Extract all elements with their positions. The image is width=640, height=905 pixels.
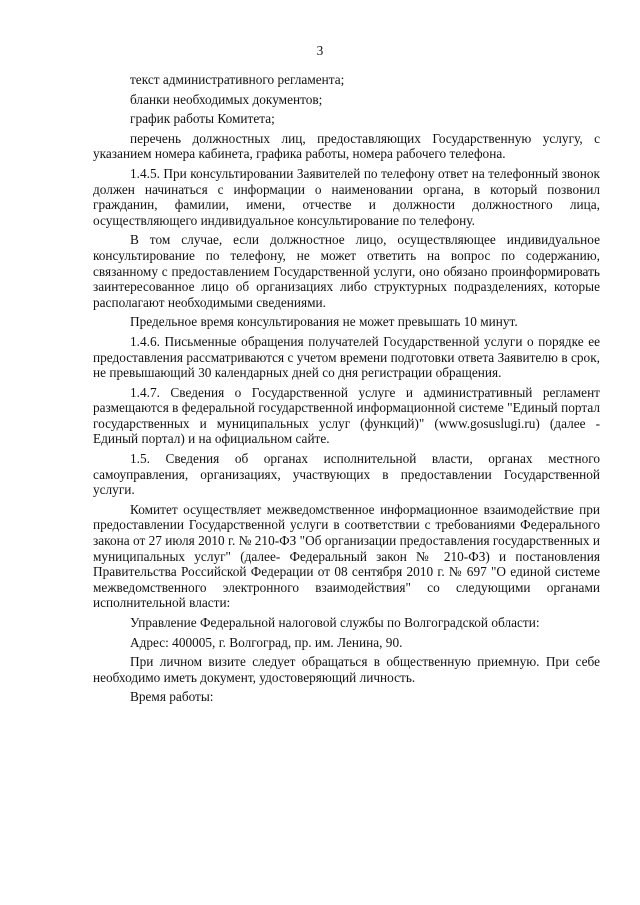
- page-number: 3: [316, 43, 324, 58]
- paragraph-1-5: 1.5. Сведения об органах исполнительной власти, органах местного самоуправления, организациях, участвующих в предоставлении Государственной услуги.: [93, 451, 600, 498]
- paragraph-committee: Комитет осуществляет межведомственное информационное взаимодействие при предоставлении Государственной услуги в соответствии с требованиями Федерального закона от 27 июля 2010 г. № 210-ФЗ "Об организации предоставления государственных и муниципальных услуг" (далее- Федеральный закон № 210-ФЗ) и постановления Правительства Российской Федерации от 08 сентября 2010 г. № 697 "О единой системе межведомственного электронного взаимодействия" со следующими органами исполнительной власти:: [93, 501, 600, 611]
- paragraph-hours: Время работы:: [130, 689, 214, 705]
- paragraph-referral: В том случае, если должностное лицо, осуществляющее индивидуальное консультирование по телефону, не может ответить на вопрос по содержанию, связанному с предоставлением Государственной услуги, оно обязано проинформировать заинтересованное лицо об организациях либо структурных подразделениях, которые располагают необходимыми сведениями.: [93, 232, 600, 310]
- paragraph-visit: При личном визите следует обращаться в общественную приемную. При себе необходимо иметь документ, удостоверяющий личность.: [93, 654, 600, 685]
- paragraph-address: Адрес: 400005, г. Волгоград, пр. им. Ленина, 90.: [130, 634, 403, 650]
- list-item: график работы Комитета;: [130, 111, 275, 127]
- list-item: перечень должностных лиц, предоставляющих Государственную услугу, с указанием номера кабинета, графика работы, номера рабочего телефона.: [93, 130, 600, 162]
- document-body: [93, 72, 600, 705]
- paragraph-1-4-6: 1.4.6. Письменные обращения получателей Государственной услуги о порядке ее предоставления рассматриваются с учетом времени подготовки ответа Заявителю в срок, не превышающий 30 календарных дней со дня регистрации обращения.: [93, 333, 600, 381]
- list-item: бланки необходимых документов;: [130, 91, 323, 107]
- list-item: текст административного регламента;: [130, 72, 345, 87]
- paragraph-tax-office: Управление Федеральной налоговой службы по Волгоградской области:: [130, 615, 540, 630]
- paragraph-time-limit: Предельное время консультирования не может превышать 10 минут.: [130, 314, 518, 330]
- paragraph-1-4-7: 1.4.7. Сведения о Государственной услуге и административный регламент размещаются в федеральной государственной информационной системе "Единый портал государственных и муниципальных услуг (функций)" (www.gosuslugi.ru) (далее - Единый портал) и на официальном сайте.: [93, 384, 600, 447]
- paragraph-1-4-5: 1.4.5. При консультировании Заявителей по телефону ответ на телефонный звонок должен начинаться с информации о наименовании органа, в который позвонил гражданин, фамилии, имени, отчестве и должности должностного лица, осуществляющего индивидуальное консультирование по телефону.: [93, 165, 600, 228]
